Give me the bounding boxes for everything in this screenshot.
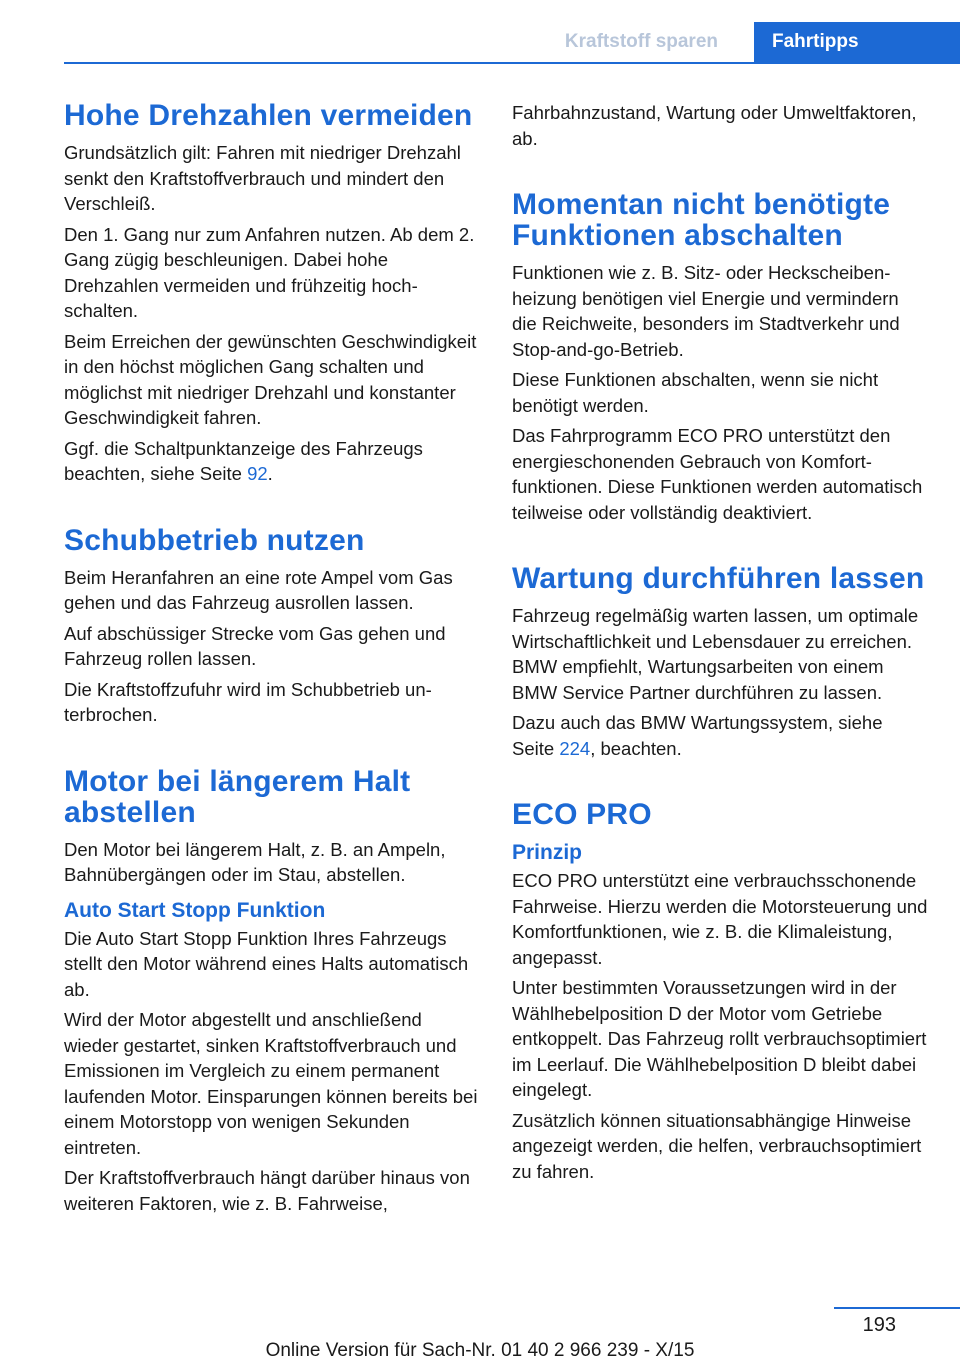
text: Dazu auch das BMW Wartungssystem, siehe Seite <box>512 712 883 759</box>
page-reference-link[interactable]: 92 <box>247 463 268 484</box>
paragraph <box>512 710 928 761</box>
header-chapter-tab[interactable]: Fahrtipps <box>754 22 960 62</box>
paragraph: Funktionen wie z. B. Sitz- oder Heckscheibenheizung benötigen viel Energie und vermindern die Reichweite, besonders im Stadtverkehr und Stop-and-go-Betrieb. <box>512 262 900 360</box>
paragraph: Den 1. Gang nur zum Anfahren nutzen. Ab dem 2. Gang zügig beschleunigen. Dabei hohe Drehzahlen vermeiden und frühzeitig hochschalten. <box>64 223 475 321</box>
heading-motor-abstellen: Motor bei längerem Halt abstellen <box>64 764 411 829</box>
heading-schubbetrieb: Schubbetrieb nutzen <box>64 523 365 557</box>
heading-funktionen-abschalten: Momentan nicht benötigte Funktionen abschalten <box>512 188 891 252</box>
paragraph: Auf abschüssiger Strecke vom Gas gehen und Fahrzeug rollen lassen. <box>64 622 446 669</box>
paragraph: Fahrzeug regelmäßig warten lassen, um optimale Wirtschaftlichkeit und Lebensdauer zu erreichen. BMW empfiehlt, Wartungsarbeiten von einem BMW Service Partner durchführen zu lassen. <box>512 605 919 703</box>
paragraph: Das Fahrprogramm ECO PRO unterstützt den energieschonenden Gebrauch von Komfortfunktionen. Diese Funktionen werden automatisch teilweise oder vollständig deaktiviert. <box>512 425 923 523</box>
paragraph: Grundsätzlich gilt: Fahren mit niedriger Drehzahl senkt den Kraftstoffverbrauch und mindert den Verschleiß. <box>64 142 461 214</box>
paragraph: Die Kraftstoffzufuhr wird im Schubbetrieb unterbrochen. <box>64 678 432 725</box>
paragraph: Der Kraftstoffverbrauch hängt darüber hinaus von weiteren Faktoren, wie z. B. Fahrweise, <box>64 1167 470 1214</box>
paragraph: Unter bestimmten Voraussetzungen wird in der Wählhebelposition D der Motor vom Getriebe entkoppelt. Das Fahrzeug rollt verbrauchsoptimiert im Leerlauf. Die Wählhebelposition D bleibt dabei eingelegt. <box>512 977 927 1100</box>
page-number: 193 <box>862 1314 896 1336</box>
paragraph: Zusätzlich können situationsabhängige Hinweise angezeigt werden, die helfen, verbrauchsoptimiert zu fahren. <box>512 1109 922 1182</box>
paragraph: Beim Erreichen der gewünschten Geschwindigkeit in den höchst möglichen Gang schalten und möglichst mit niedriger Drehzahl und konstanter Geschwindigkeit fahren. <box>64 330 477 428</box>
heading-eco-pro: ECO PRO <box>512 798 652 831</box>
header-section-tab[interactable]: Kraftstoff sparen <box>564 31 718 52</box>
paragraph: Wird der Motor abgestellt und anschließend wieder gestartet, sinken Kraftstoffverbrauch und Emissionen im Vergleich zu einem permanent laufenden Motor. Einsparungen können bereits bei einem Motorstopp von wenigen Sekunden eintreten. <box>64 1009 478 1158</box>
right-column <box>512 100 928 1189</box>
text: Ggf. die Schaltpunktanzeige des Fahrzeugs beachten, siehe Seite <box>64 437 423 484</box>
text: . <box>267 463 273 484</box>
paragraph: Diese Funktionen abschalten, wenn sie nicht benötigt werden. <box>512 369 879 416</box>
heading-hohe-drehzahlen: Hohe Drehzahlen vermeiden <box>64 99 473 132</box>
heading-wartung: Wartung durchführen lassen <box>512 562 925 595</box>
text: , beachten. <box>590 737 682 759</box>
footer-online-version: Online Version für Sach-Nr. 01 40 2 966 239 - X/15 <box>265 1340 695 1361</box>
subheading-prinzip: Prinzip <box>512 841 583 864</box>
paragraph: Den Motor bei längerem Halt, z. B. an Ampeln, Bahnübergängen oder im Stau, abstellen. <box>64 838 446 885</box>
paragraph: Fahrbahnzustand, Wartung oder Umweltfaktoren, ab. <box>512 102 917 149</box>
paragraph: ECO PRO unterstützt eine verbrauchsschonende Fahrweise. Hierzu werden die Motorsteuerung und Komfortfunktionen, wie z. B. die Klimaleistung, angepasst. <box>512 870 928 968</box>
paragraph: Beim Heranfahren an eine rote Ampel vom Gas gehen und das Fahrzeug ausrollen lassen. <box>64 566 453 613</box>
page-reference-link[interactable]: 224 <box>559 737 591 759</box>
left-column <box>64 100 480 1221</box>
paragraph: Die Auto Start Stopp Funktion Ihres Fahrzeugs stellt den Motor während eines Halts automatisch ab. <box>64 927 469 1000</box>
subheading-auto-start-stopp: Auto Start Stopp Funktion <box>64 898 326 922</box>
footer-rule <box>834 1307 960 1309</box>
header-rule <box>64 62 960 64</box>
paragraph <box>64 436 480 487</box>
